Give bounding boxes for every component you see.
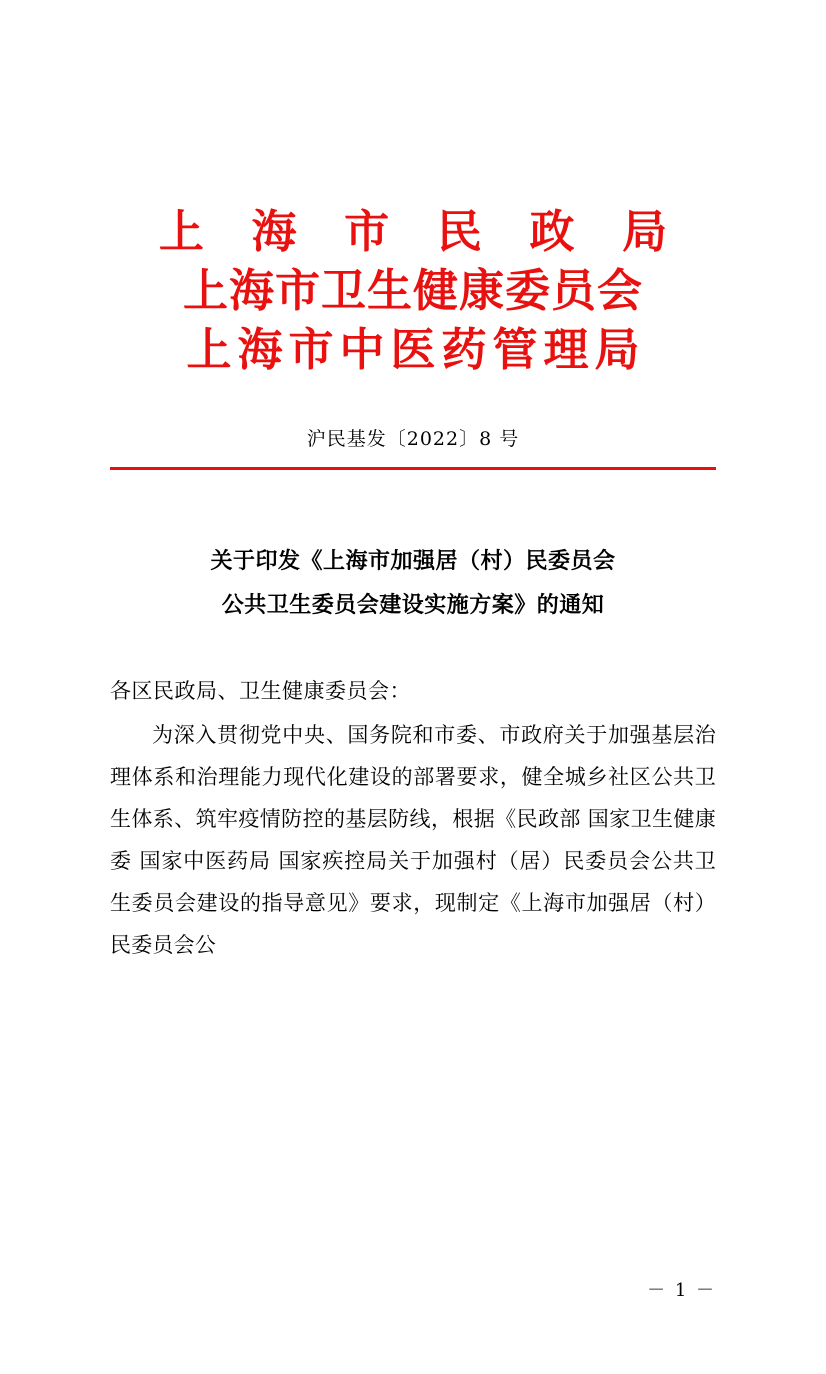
- letterhead-line-3: 上海市中医药管理局: [186, 323, 646, 377]
- document-title-line-1: 关于印发《上海市加强居（村）民委员会: [210, 549, 616, 575]
- body-paragraph-1: 为深入贯彻党中央、国务院和市委、市政府关于加强基层治理体系和治理能力现代化建设的部署要求，健全城乡社区公共卫生体系、筑牢疫情防控的基层防线，根据《民政部 国家卫生健康委 国家中医药局 国家疾控局关于加强村（居）民委员会公共卫生委员会建设的指导意见》要求，现制定《上海市加强居（村）民委员会公: [110, 723, 716, 958]
- letterhead-line-1: 上 海 市 民 政 局: [158, 205, 684, 258]
- page-number: － 1 －: [647, 1280, 716, 1301]
- red-divider-rule: [110, 467, 716, 470]
- document-title-line-2: 公共卫生委员会建设实施方案》的通知: [221, 593, 605, 619]
- letterhead-line-2: 上海市卫生健康委员会: [182, 264, 643, 318]
- letterhead: [110, 205, 716, 376]
- salutation: 各区民政局、卫生健康委员会：: [110, 679, 411, 704]
- document-number: 沪民基发〔2022〕8 号: [306, 428, 520, 451]
- document-page: [0, 205, 826, 1374]
- document-title: [110, 540, 716, 628]
